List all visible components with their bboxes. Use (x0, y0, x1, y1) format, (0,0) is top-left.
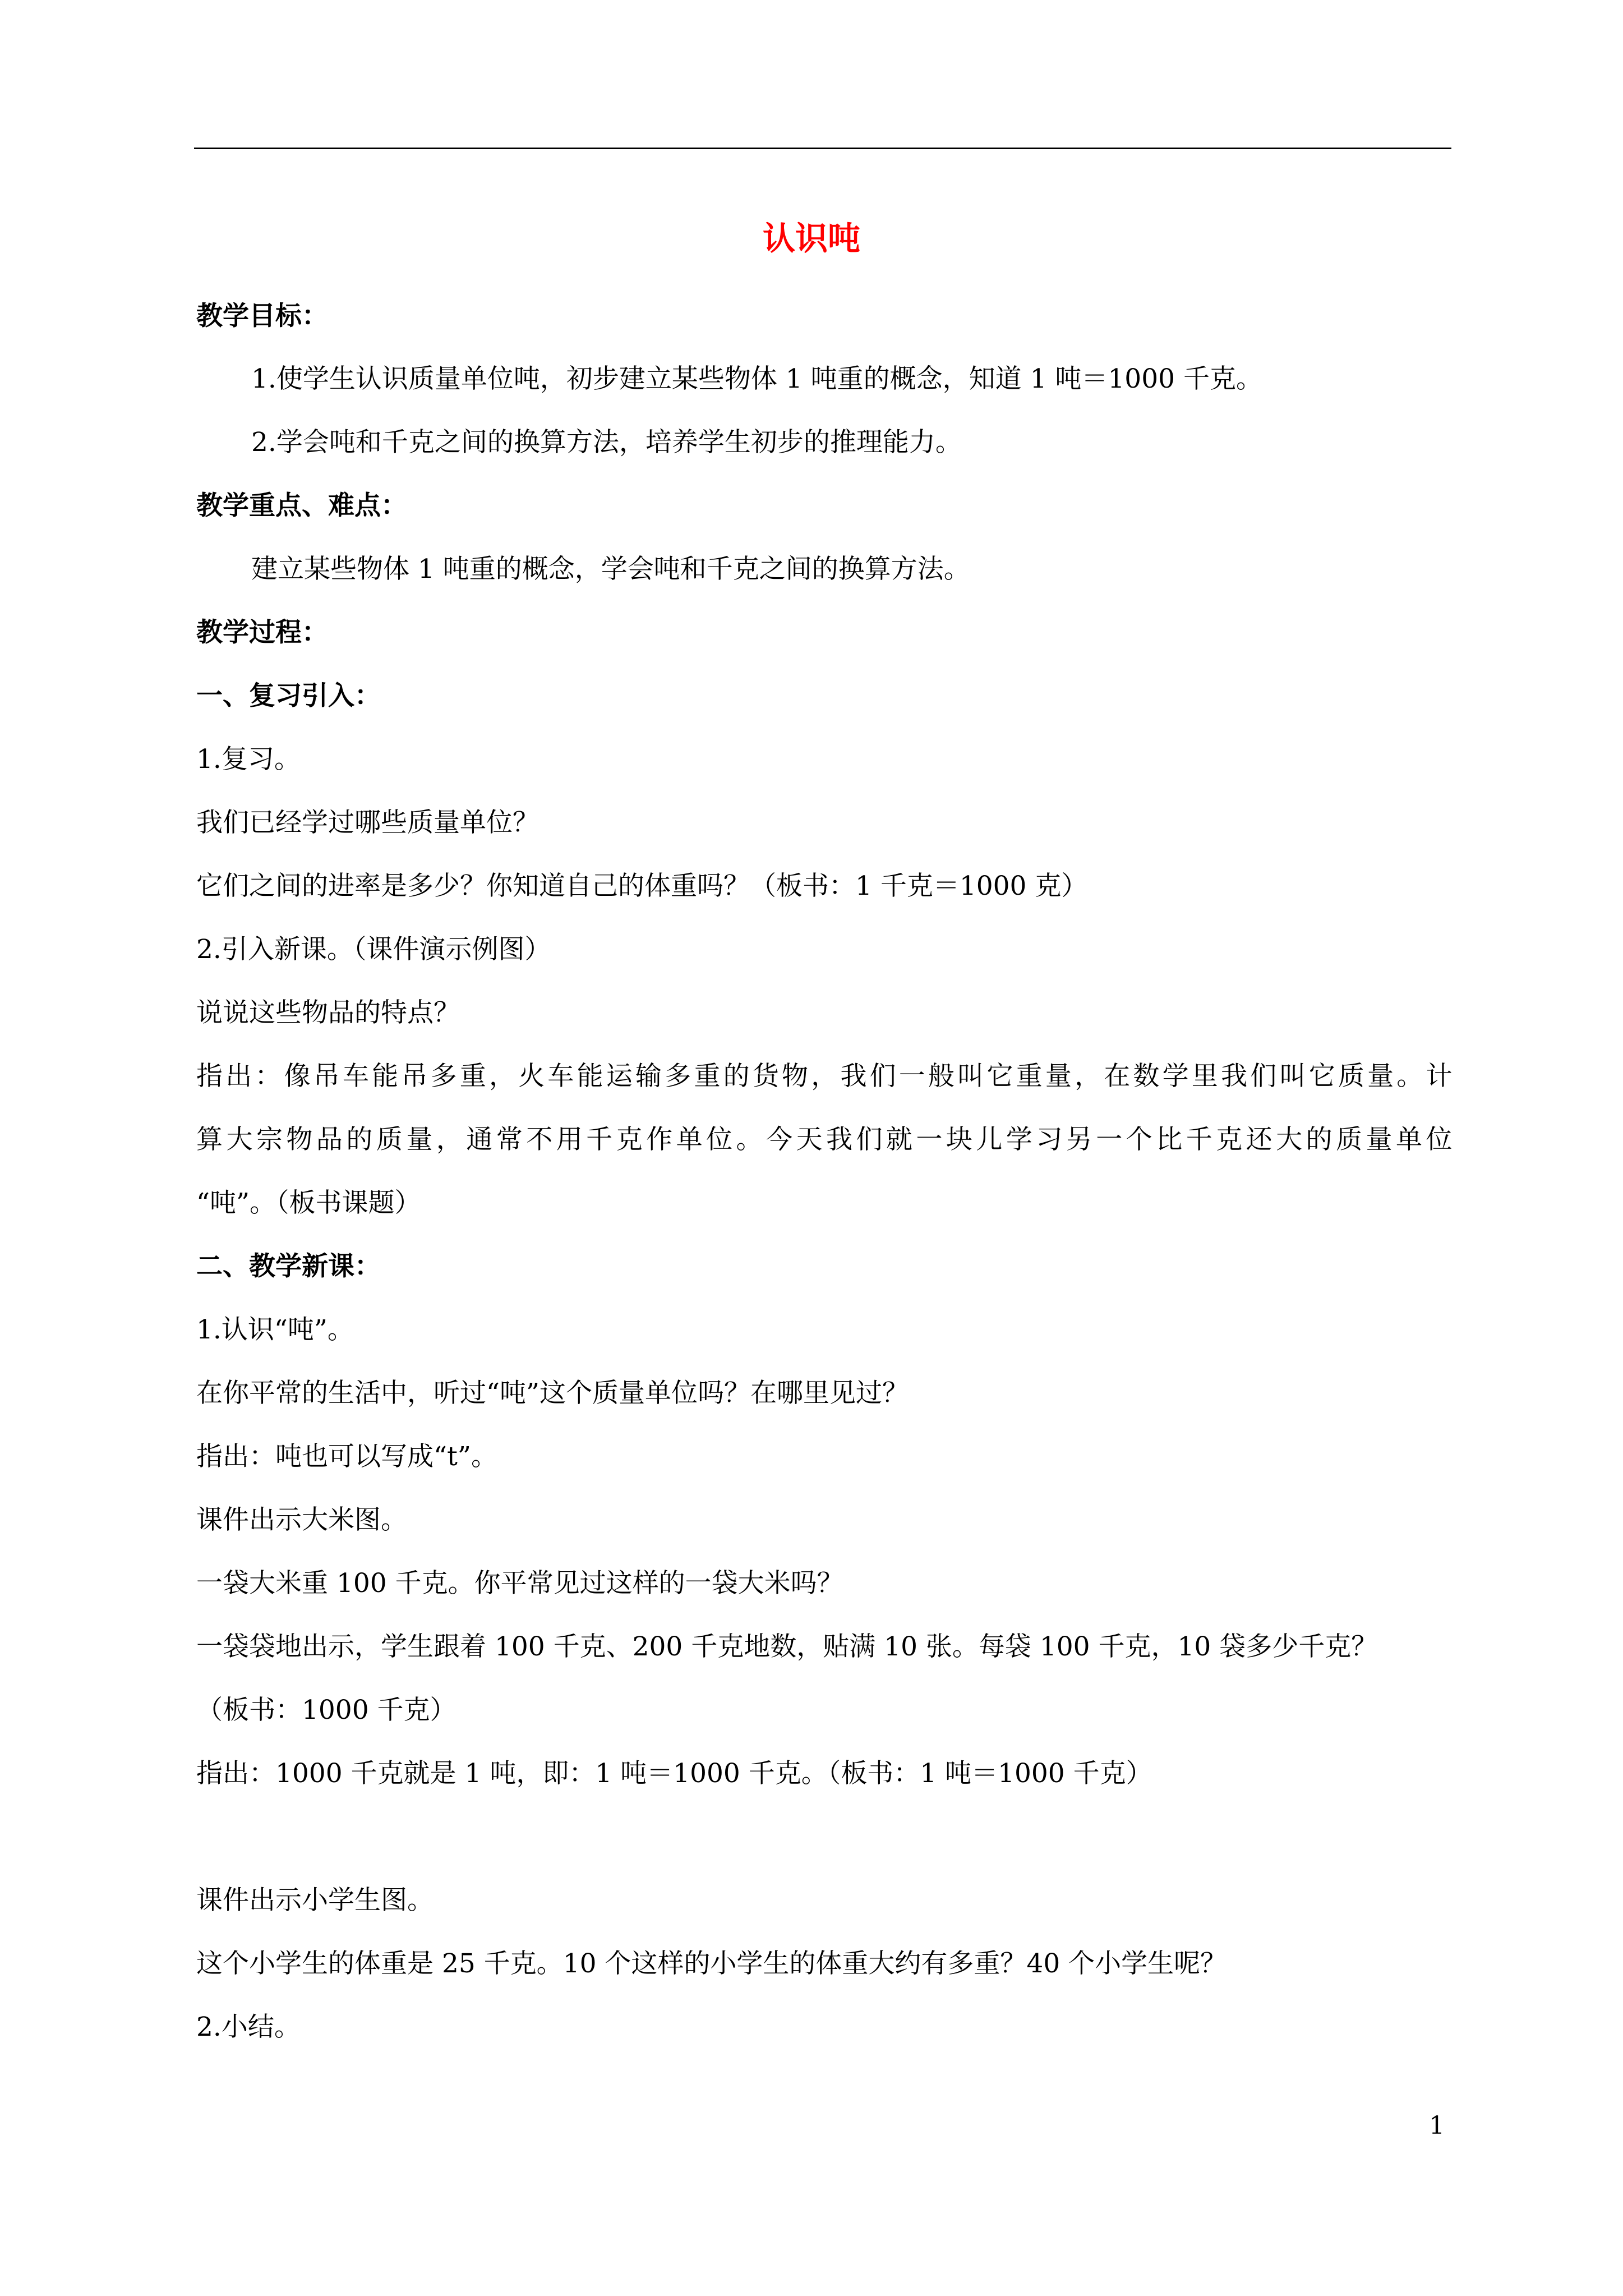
paragraph-line: 在你平常的生活中，听过“吨”这个质量单位吗？在哪里见过？ (196, 1378, 909, 1409)
section-heading: 一、复习引入： (196, 680, 381, 711)
paragraph-line: 说说这些物品的特点？ (196, 997, 460, 1028)
section-heading: 教学过程： (196, 617, 328, 648)
section-heading: 教学目标： (196, 301, 328, 332)
paragraph-line: 它们之间的进率是多少？你知道自己的体重吗？（板书：1 千克＝1000 克） (196, 871, 1088, 901)
paragraph-line: 指出：1000 千克就是 1 吨，即：1 吨＝1000 千克。（板书：1 吨＝1000 千克） (196, 1758, 1152, 1789)
paragraph-line: 1.复习。 (196, 744, 301, 775)
paragraph-line: 课件出示大米图。 (196, 1504, 407, 1535)
paragraph-line: 算大宗物品的质量，通常不用千克作单位。今天我们就一块儿学习另一个比千克还大的质量单位 (196, 1124, 1453, 1155)
paragraph-line: 指出：吨也可以写成“t”。 (196, 1441, 497, 1472)
paragraph-line: 1.认识“吨”。 (196, 1314, 354, 1345)
page-title: 认识吨 (762, 219, 860, 257)
paragraph-line: 建立某些物体 1 吨重的概念，学会吨和千克之间的换算方法。 (251, 554, 970, 585)
paragraph-line: 一袋大米重 100 千克。你平常见过这样的一袋大米吗？ (196, 1568, 843, 1599)
paragraph-line: 我们已经学过哪些质量单位？ (196, 807, 539, 838)
page-number: 1 (1429, 2111, 1445, 2140)
section-heading: 教学重点、难点： (196, 490, 407, 521)
paragraph-line: 1.使学生认识质量单位吨，初步建立某些物体 1 吨重的概念，知道 1 吨＝1000 千克。 (251, 364, 1262, 394)
section-heading: 二、教学新课： (196, 1251, 381, 1282)
paragraph-line: 2.学会吨和千克之间的换算方法，培养学生初步的推理能力。 (251, 427, 962, 458)
paragraph-line: 指出：像吊车能吊多重，火车能运输多重的货物，我们一般叫它重量，在数学里我们叫它质量。计 (196, 1061, 1453, 1092)
paragraph-line: 课件出示小学生图。 (196, 1885, 434, 1916)
paragraph-line: 2.引入新课。（课件演示例图） (196, 934, 551, 965)
header-rule (194, 148, 1451, 149)
paragraph-line: 2.小结。 (196, 2012, 301, 2042)
paragraph-line: “吨”。（板书课题） (196, 1188, 421, 1218)
paragraph-line: 一袋袋地出示，学生跟着 100 千克、200 千克地数，贴满 10 张。每袋 100 千克，10 袋多少千克？ (196, 1631, 1378, 1662)
paragraph-line: 这个小学生的体重是 25 千克。10 个这样的小学生的体重大约有多重？40 个小学生呢？ (196, 1948, 1227, 1979)
paragraph-line: （板书：1000 千克） (196, 1695, 457, 1726)
